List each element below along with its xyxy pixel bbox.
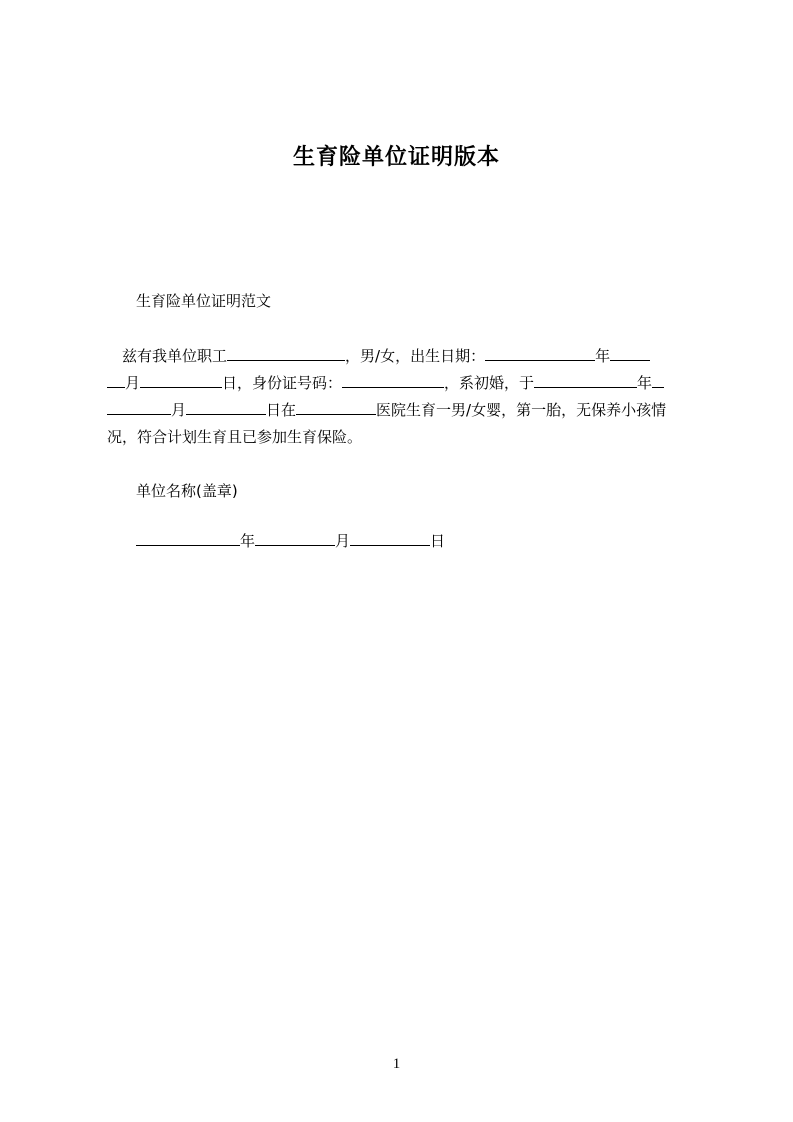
signature-label: 单位名称(盖章) (136, 482, 238, 500)
text-year-2: 年 (637, 374, 653, 392)
blank-birth-year (485, 345, 595, 361)
text-month-2: 月 (171, 401, 187, 419)
body-paragraph (107, 343, 699, 451)
blank-event-month-a (652, 372, 664, 388)
blank-birth-event-year (534, 372, 637, 388)
blank-sign-day (350, 530, 430, 546)
blank-birth-month-b (107, 372, 125, 388)
blank-employee-name (227, 345, 345, 361)
text-employee-label: 兹有我单位职工 (122, 347, 228, 365)
text-day-id: 日，身份证号码： (222, 374, 343, 392)
date-year-label: 年 (240, 532, 256, 550)
blank-sign-year (136, 530, 240, 546)
body-line-4: 况，符合计划生育且已参加生育保险。 (107, 428, 363, 446)
text-hospital-birth: 医院生育一男/女婴，第一胎，无保养小孩情 (376, 401, 667, 419)
subheading: 生育险单位证明范文 (136, 292, 272, 310)
blank-hospital (296, 399, 376, 415)
text-year: 年 (595, 347, 611, 365)
body-line-1 (107, 343, 699, 370)
blank-event-day (186, 399, 266, 415)
indent (107, 347, 122, 365)
blank-sign-month (255, 530, 335, 546)
date-month-label: 月 (335, 532, 351, 550)
text-month: 月 (125, 374, 141, 392)
blank-birth-day (140, 372, 222, 388)
date-day-label: 日 (430, 532, 446, 550)
blank-birth-month-a (610, 345, 650, 361)
date-line (136, 530, 445, 551)
text-day-at: 日在 (266, 401, 297, 419)
page-number: 1 (392, 1056, 401, 1072)
blank-id-number (342, 372, 444, 388)
text-gender-birth: ，男/女，出生日期： (345, 347, 486, 365)
body-line-2 (107, 370, 699, 397)
text-married: ，系初婚，于 (444, 374, 535, 392)
blank-event-month-b (107, 399, 171, 415)
body-line-3 (107, 397, 699, 424)
document-title: 生育险单位证明版本 (292, 145, 500, 170)
